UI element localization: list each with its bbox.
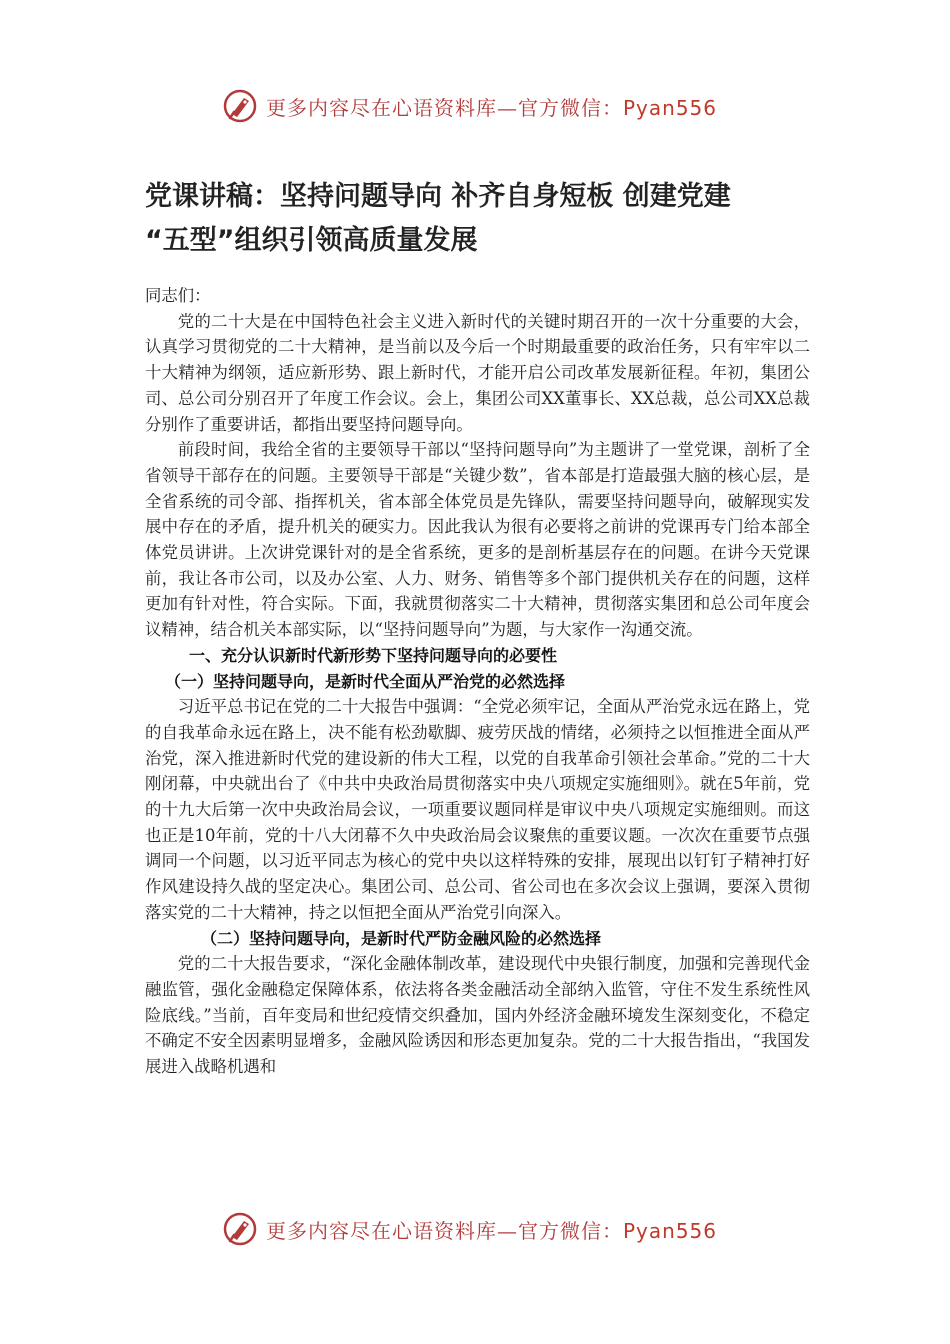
banner-wechat-id: Pyan556 bbox=[623, 95, 718, 120]
paragraph-4: 党的二十大报告要求，“深化金融体制改革，建设现代中央银行制度，加强和完善现代金融监管，强化金融稳定保障体系，依法将各类金融活动全部纳入监管，守住不发生系统性风险底线。”当前，百年变局和世纪疫情交织叠加，国内外经济金融环境发生深刻变化，不稳定不确定不安全因素明显增多，金融风险诱因和形态更加复杂。党的二十大报告指出，“我国发展进入战略机遇和 bbox=[145, 954, 810, 1077]
paragraph-2: 前段时间，我给全省的主要领导干部以“坚持问题导向”为主题讲了一堂党课，剖析了全省领导干部存在的问题。主要领导干部是“关键少数”，省本部是打造最强大脑的核心层，是全省系统的司令部、指挥机关，省本部全体党员是先锋队，需要坚持问题导向，破解现实发展中存在的矛盾，提升机关的硬实力。因此我认为很有必要将之前讲的党课再专门给本部全体党员讲讲。上次讲党课针对的是全省系统，更多的是剖析基层存在的问题。在讲今天党课前，我让各市公司，以及办公室、人力、财务、销售等多个部门提供机关存在的问题，这样更加有针对性，符合实际。下面，我就贯彻落实二十大精神，贯彻落实集团和总公司年度会议精神，结合机关本部实际，以“坚持问题导向”为题，与大家作一沟通交流。 bbox=[145, 440, 810, 640]
footer-banner bbox=[222, 1209, 722, 1249]
pen-nib-logo-icon bbox=[222, 88, 258, 124]
banner-wechat-id: Pyan556 bbox=[623, 1218, 718, 1243]
salutation: 同志们： bbox=[145, 286, 211, 305]
section-heading-1: 一、充分认识新时代新形势下坚持问题导向的必要性 bbox=[189, 645, 558, 665]
document-title bbox=[145, 175, 845, 263]
banner-separator: — bbox=[497, 95, 518, 120]
header-banner bbox=[222, 86, 722, 126]
banner-wechat-label: 官方微信： bbox=[518, 1218, 623, 1243]
subsection-heading-1-1: （一）坚持问题导向，是新时代全面从严治党的必然选择 bbox=[165, 671, 566, 691]
banner-main-text: 更多内容尽在心语资料库 bbox=[266, 1218, 497, 1243]
banner-text bbox=[266, 92, 717, 121]
banner-text bbox=[266, 1215, 717, 1244]
banner-main-text: 更多内容尽在心语资料库 bbox=[266, 95, 497, 120]
document-body bbox=[145, 283, 810, 1080]
banner-separator: — bbox=[497, 1218, 518, 1243]
title-line-2: “五型”组织引领高质量发展 bbox=[145, 225, 478, 256]
subsection-heading-1-2: （二）坚持问题导向，是新时代严防金融风险的必然选择 bbox=[201, 928, 602, 948]
title-line-1: 党课讲稿：坚持问题导向 补齐自身短板 创建党建 bbox=[145, 181, 731, 212]
banner-wechat-label: 官方微信： bbox=[518, 95, 623, 120]
pen-nib-logo-icon bbox=[222, 1211, 258, 1247]
paragraph-3: 习近平总书记在党的二十大报告中强调：“全党必须牢记，全面从严治党永远在路上，党的自我革命永远在路上，决不能有松劲歇脚、疲劳厌战的情绪，必须持之以恒推进全面从严治党，深入推进新时代党的建设新的伟大工程，以党的自我革命引领社会革命。”党的二十大刚闭幕，中央就出台了《中共中央政治局贯彻落实中央八项规定实施细则》。就在5年前，党的十九大后第一次中央政治局会议，一项重要议题同样是审议中央八项规定实施细则。而这也正是10年前，党的十八大闭幕不久中央政治局会议聚焦的重要议题。一次次在重要节点强调同一个问题，以习近平同志为核心的党中央以这样特殊的安排，展现出以钉钉子精神打好作风建设持久战的坚定决心。集团公司、总公司、省公司也在多次会议上强调，要深入贯彻落实党的二十大精神，持之以恒把全面从严治党引向深入。 bbox=[145, 697, 810, 922]
paragraph-1: 党的二十大是在中国特色社会主义进入新时代的关键时期召开的一次十分重要的大会，认真学习贯彻党的二十大精神，是当前以及今后一个时期最重要的政治任务，只有牢牢以二十大精神为纲领，适应新形势、跟上新时代，才能开启公司改革发展新征程。年初，集团公司、总公司分别召开了年度工作会议。会上，集团公司XX董事长、XX总裁，总公司XX总裁分别作了重要讲话，都指出要坚持问题导向。 bbox=[145, 311, 810, 434]
